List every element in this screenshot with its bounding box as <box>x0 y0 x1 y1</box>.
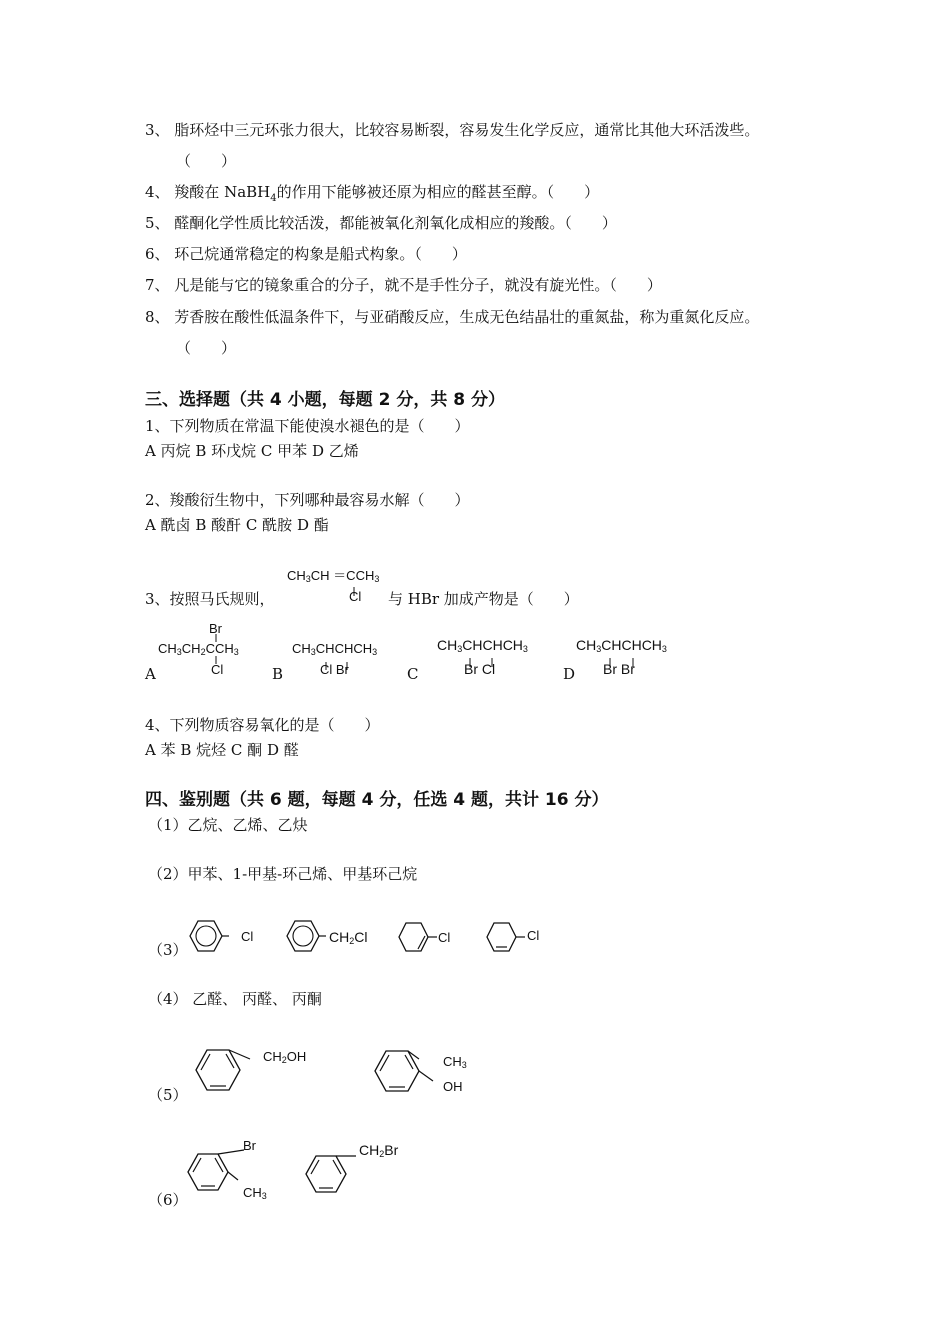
q3-reactant-formula: $CH_3CH =CCH_3$ <box>287 568 380 584</box>
choice-question-1: 1、下列物质在常温下能使溴水褪色的是（ ） <box>145 417 470 435</box>
option-a-formula: $CH_3CH_2CCH_3$ <box>158 641 239 657</box>
o-cresol-structure <box>371 1045 451 1105</box>
choice-question-3: 3、按照马氏规则， <box>145 590 275 608</box>
option-a-label: A <box>145 665 156 683</box>
bromotoluene-ch3: $CH_3$ <box>243 1185 267 1201</box>
tf-question-7: 7、 凡是能与它的镜象重合的分子，就不是手性分子，就没有旋光性。（ ） <box>145 276 662 294</box>
tf-question-5: 5、 醛酮化学性质比较活泼，都能被氧化剂氧化成相应的羧酸。（ ） <box>145 214 617 232</box>
o-cresol-ch3: $CH_3$ <box>443 1054 467 1070</box>
identification-item-6-label: （6） <box>148 1191 188 1209</box>
tf-question-4: 4、 羧酸在 NaBH$_4$的作用下能够被还原为相应的醛甚至醇。（ ） <box>145 183 600 204</box>
tf-question-8: 8、 芳香胺在酸性低温条件下，与亚硝酸反应，生成无色结晶壮的重氮盐，称为重氮化反应。 <box>145 308 760 326</box>
benzyl-bromide-ch2br: $CH_2Br$ <box>359 1142 399 1159</box>
identification-item-1: （1）乙烷、乙烯、乙炔 <box>148 816 308 834</box>
identification-item-4: （4） 乙醛、 丙醛、 丙酮 <box>148 990 322 1008</box>
benzyl-chloride-structure <box>285 918 331 958</box>
chlorocyclohexene-allylic-cl: Cl <box>438 930 451 945</box>
option-c-formula: $CH_3CHCHCH_3$ <box>437 637 528 654</box>
benzyl-chloride-ch2cl: $CH_2Cl$ <box>329 929 368 946</box>
choice-question-3-tail: 与 HBr 加成产物是（ ） <box>388 590 579 608</box>
q3-reactant-substituent: Cl <box>349 589 362 604</box>
choice-question-1-options: A 丙烷 B 环戊烷 C 甲苯 D 乙烯 <box>145 442 359 460</box>
option-a-top-substituent: Br <box>209 621 222 636</box>
benzyl-alcohol-structure <box>192 1043 272 1103</box>
option-b-formula: $CH_3CHCHCH_3$ <box>292 641 378 657</box>
option-c-substituents: Br Cl <box>464 661 496 677</box>
tf-question-8-answer: （ ） <box>176 339 237 357</box>
identification-item-5-label: （5） <box>148 1086 188 1104</box>
option-d-formula: $CH_3CHCHCH_3$ <box>576 637 667 654</box>
section-heading-identification: 四、鉴别题（共 6 题，每题 4 分，任选 4 题，共计 16 分） <box>145 790 609 810</box>
option-d-label: D <box>563 665 576 683</box>
option-a-bonds <box>214 634 218 668</box>
identification-item-3-label: （3） <box>148 941 188 959</box>
chlorobenzene-cl: Cl <box>241 929 254 944</box>
o-cresol-oh: OH <box>443 1079 463 1094</box>
chlorocyclohexene-vinylic-cl: Cl <box>527 928 540 943</box>
option-b-label: B <box>272 665 284 683</box>
identification-item-2: （2）甲苯、1-甲基-环己烯、甲基环己烷 <box>148 865 418 883</box>
choice-question-4: 4、下列物质容易氧化的是（ ） <box>145 716 380 734</box>
tf-question-3: 3、 脂环烃中三元环张力很大，比较容易断裂，容易发生化学反应，通常比其他大环活泼些。 <box>145 121 760 139</box>
tf-question-3-answer: （ ） <box>176 152 237 170</box>
option-d-substituents: Br Br <box>603 661 635 677</box>
choice-question-4-options: A 苯 B 烷烃 C 酮 D 醛 <box>145 741 299 759</box>
choice-question-2-options: A 酰卤 B 酸酐 C 酰胺 D 酯 <box>145 516 329 534</box>
bromotoluene-br: Br <box>243 1138 256 1153</box>
section-heading-choice: 三、选择题（共 4 小题，每题 2 分，共 8 分） <box>145 390 505 410</box>
benzyl-alcohol-ch2oh: $CH_2OH$ <box>263 1049 307 1065</box>
option-b-substituents: Cl Br <box>320 662 349 677</box>
tf-question-6: 6、 环己烷通常稳定的构象是船式构象。（ ） <box>145 245 467 263</box>
choice-question-2: 2、羧酸衍生物中，下列哪种最容易水解（ ） <box>145 491 470 509</box>
option-c-label: C <box>407 665 419 683</box>
option-a-bottom-substituent: Cl <box>211 662 224 677</box>
